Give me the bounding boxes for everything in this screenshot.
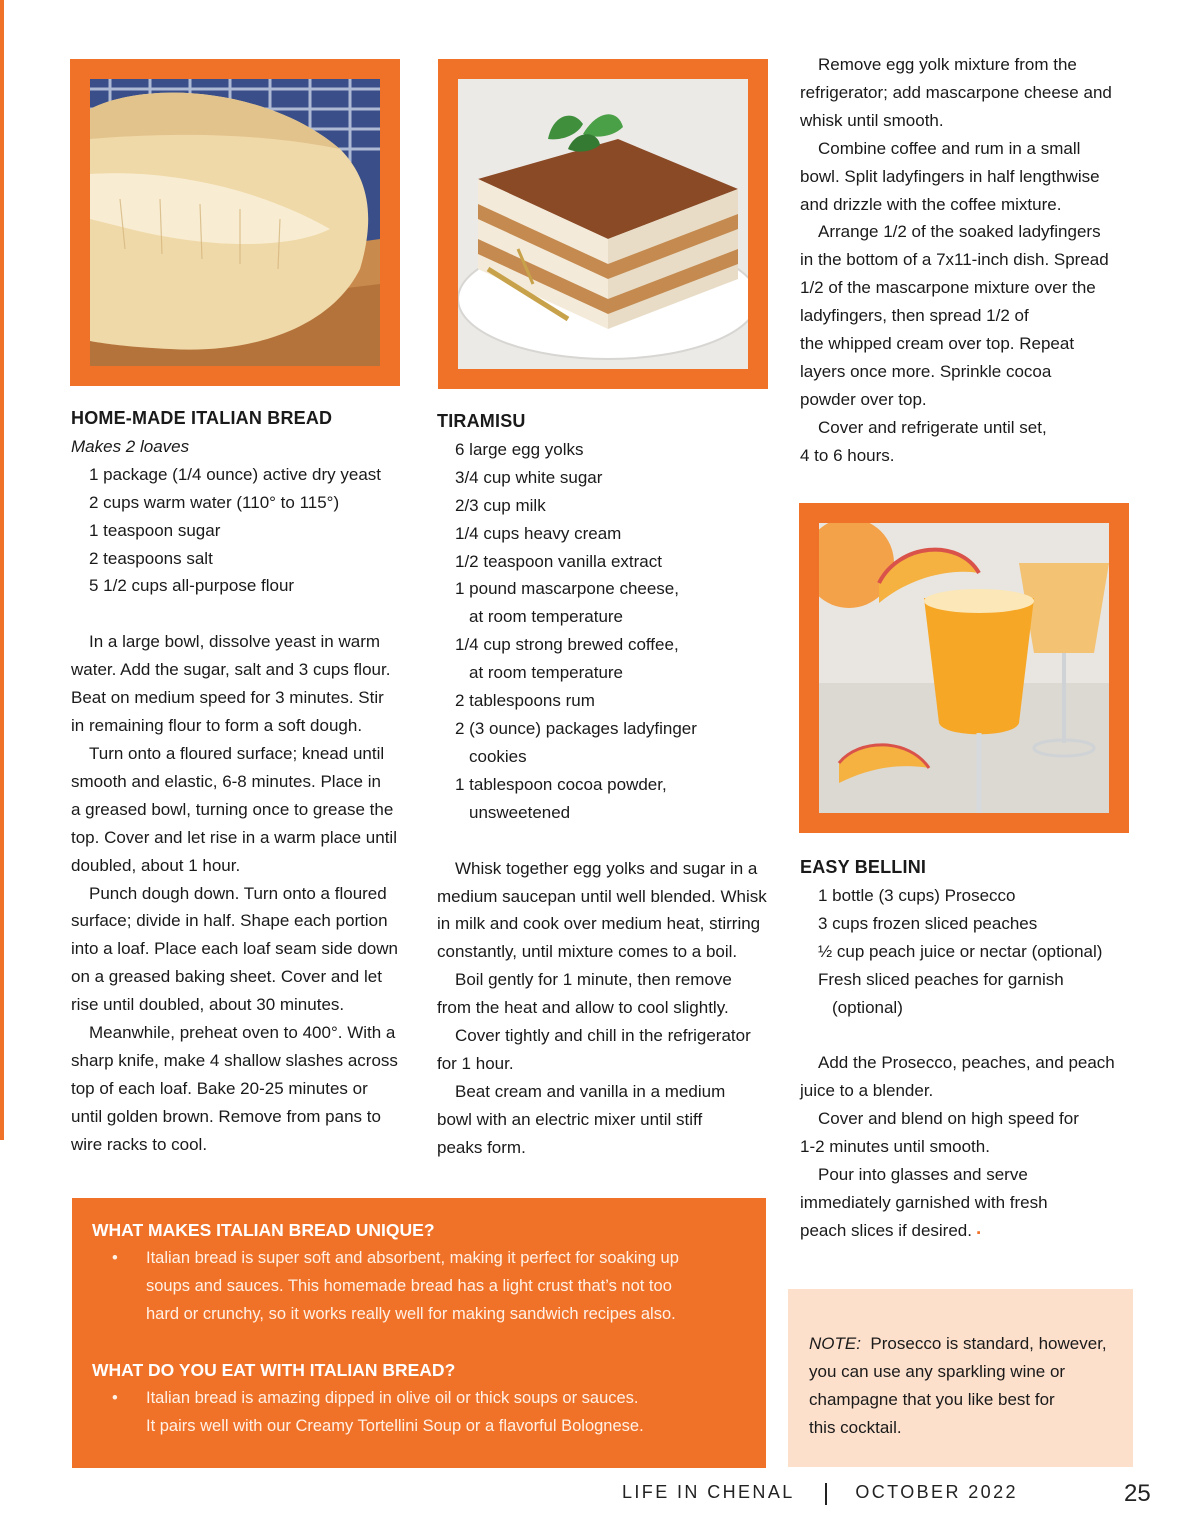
tiramisu-ingredient: 1 pound mascarpone cheese, xyxy=(455,579,679,599)
faq-answer-line: soups and sauces. This homemade bread has a light crust that’s not too xyxy=(146,1277,672,1295)
faq-answer-line: Italian bread is amazing dipped in olive oil or thick soups or sauces. xyxy=(146,1389,639,1407)
bellini-step-line: 1-2 minutes until smooth. xyxy=(800,1137,990,1157)
bread-step-line: top of each loaf. Bake 20-25 minutes or xyxy=(71,1078,368,1098)
bread-step-line: a greased bowl, turning once to grease the xyxy=(71,799,394,819)
faq-answer-line: hard or crunchy, so it works really well for making sandwich recipes also. xyxy=(146,1305,676,1323)
tiramisu-ingredient: 2/3 cup milk xyxy=(455,495,546,515)
tiramisu-continued xyxy=(800,51,1145,470)
bread-photo-frame xyxy=(70,59,400,386)
bread-step-line: top. Cover and let rise in a warm place until xyxy=(71,827,397,847)
bread-step-line: rise until doubled, about 30 minutes. xyxy=(71,995,345,1015)
bread-ingredient: 1 teaspoon sugar xyxy=(89,520,221,540)
tiramisu-step-line: medium saucepan until well blended. Whisk xyxy=(437,886,767,906)
italian-bread-photo xyxy=(90,79,380,366)
bread-step-line: until golden brown. Remove from pans to xyxy=(71,1106,381,1126)
bellini-ingredient-cont: (optional) xyxy=(832,997,903,1017)
footer-divider xyxy=(825,1483,827,1505)
tiramisu-step-line: 4 to 6 hours. xyxy=(800,445,895,465)
tiramisu-step-line: ladyfingers, then spread 1/2 of xyxy=(800,306,1029,326)
tiramisu-ingredient: 1 tablespoon cocoa powder, xyxy=(455,774,667,794)
tiramisu-step-line: Beat cream and vanilla in a medium xyxy=(455,1081,726,1101)
tiramisu-step-line: peaks form. xyxy=(437,1137,526,1157)
bread-step-line: surface; divide in half. Shape each portion xyxy=(71,911,388,931)
bellini-step-text: peach slices if desired. xyxy=(800,1220,972,1240)
bellini-step-line: Cover and blend on high speed for xyxy=(818,1109,1079,1129)
page-footer xyxy=(622,1482,1018,1503)
bread-ingredient: 2 teaspoons salt xyxy=(89,548,213,568)
italian-bread-faq-box xyxy=(72,1198,766,1468)
prosecco-note-box xyxy=(788,1289,1133,1467)
bread-step-line: sharp knife, make 4 shallow slashes across xyxy=(71,1050,398,1070)
tiramisu-ingredient: 3/4 cup white sugar xyxy=(455,467,603,487)
bread-step-line: on a greased baking sheet. Cover and let xyxy=(71,967,382,987)
bullet-icon: • xyxy=(112,1249,118,1267)
tiramisu-step-line: from the heat and allow to cool slightly. xyxy=(437,998,729,1018)
tiramisu-ingredient-cont: unsweetened xyxy=(469,802,571,822)
tiramisu-step-line: for 1 hour. xyxy=(437,1053,514,1073)
tiramisu-photo xyxy=(458,79,748,369)
bread-yield: Makes 2 loaves xyxy=(71,436,190,456)
tiramisu-step-line: whisk until smooth. xyxy=(800,110,944,130)
bellini-step-line: Add the Prosecco, peaches, and peach xyxy=(818,1053,1115,1073)
tiramisu-step-line: Boil gently for 1 minute, then remove xyxy=(455,970,732,990)
tiramisu-ingredient: 2 (3 ounce) packages ladyfinger xyxy=(455,718,697,738)
bellini-ingredient: Fresh sliced peaches for garnish xyxy=(818,969,1064,989)
tiramisu-step-line: Cover and refrigerate until set, xyxy=(818,417,1047,437)
bellini-ingredient: ½ cup peach juice or nectar (optional) xyxy=(818,941,1103,961)
tiramisu-ingredient-cont: at room temperature xyxy=(469,663,624,683)
tiramisu-step-line: and drizzle with the coffee mixture. xyxy=(800,194,1062,214)
note-label: NOTE: xyxy=(809,1334,861,1353)
note-line: champagne that you like best for xyxy=(809,1390,1055,1409)
faq-question-pairing: WHAT DO YOU EAT WITH ITALIAN BREAD? xyxy=(92,1360,456,1380)
tiramisu-ingredient: 1/4 cup strong brewed coffee, xyxy=(455,635,679,655)
tiramisu-step-line: in milk and cook over medium heat, stirring xyxy=(437,914,761,934)
bread-recipe xyxy=(71,405,421,1159)
bellini-step-line: Pour into glasses and serve xyxy=(818,1165,1028,1185)
tiramisu-recipe xyxy=(437,408,777,1162)
tiramisu-step-line: Remove egg yolk mixture from the xyxy=(818,55,1077,74)
tiramisu-ingredient-cont: cookies xyxy=(469,746,527,766)
issue-date: OCTOBER 2022 xyxy=(855,1482,1018,1502)
bellini-step-line: juice to a blender. xyxy=(800,1081,934,1101)
bread-step-line: water. Add the sugar, salt and 3 cups flour. xyxy=(71,660,391,680)
bellini-title: EASY BELLINI xyxy=(800,857,927,877)
tiramisu-step-line: Cover tightly and chill in the refrigerator xyxy=(455,1026,751,1046)
tiramisu-ingredient: 1/2 teaspoon vanilla extract xyxy=(455,551,662,571)
bullet-icon: • xyxy=(112,1389,118,1407)
bellini-photo xyxy=(819,523,1109,813)
bread-ingredient: 2 cups warm water (110° to 115°) xyxy=(89,492,340,512)
bellini-step-line xyxy=(800,1217,1145,1248)
tiramisu-step-line: bowl. Split ladyfingers in half lengthwise xyxy=(800,166,1100,186)
bellini-ingredient: 3 cups frozen sliced peaches xyxy=(818,913,1038,933)
bellini-recipe xyxy=(800,854,1145,1248)
tiramisu-step-line: Combine coffee and rum in a small xyxy=(818,138,1081,158)
tiramisu-step-line: bowl with an electric mixer until stiff xyxy=(437,1109,703,1129)
tiramisu-title: TIRAMISU xyxy=(437,411,526,431)
bellini-photo-frame xyxy=(799,503,1129,833)
note-line: you can use any sparkling wine or xyxy=(809,1362,1066,1381)
faq-question-unique: WHAT MAKES ITALIAN BREAD UNIQUE? xyxy=(92,1220,435,1240)
tiramisu-photo-frame xyxy=(438,59,768,389)
tiramisu-step-line: Whisk together egg yolks and sugar in a xyxy=(455,858,758,878)
tiramisu-step-line: the whipped cream over top. Repeat xyxy=(800,334,1075,354)
tiramisu-step-line: constantly, until mixture comes to a boil. xyxy=(437,942,738,962)
end-mark-icon: ▪ xyxy=(976,1226,981,1239)
tiramisu-step-line: 1/2 of the mascarpone mixture over the xyxy=(800,278,1096,298)
note-line: this cocktail. xyxy=(809,1418,902,1437)
bread-step-line: in remaining flour to form a soft dough. xyxy=(71,716,363,736)
tiramisu-ingredient: 2 tablespoons rum xyxy=(455,691,595,711)
bellini-ingredient: 1 bottle (3 cups) Prosecco xyxy=(818,885,1016,905)
bread-step-line: Meanwhile, preheat oven to 400°. With a xyxy=(89,1023,396,1043)
bellini-step-line: immediately garnished with fresh xyxy=(800,1192,1048,1212)
bread-step-line: In a large bowl, dissolve yeast in warm xyxy=(89,632,381,652)
faq-answer-line: Italian bread is super soft and absorbent, making it perfect for soaking up xyxy=(146,1249,679,1267)
publication-name: LIFE IN CHENAL xyxy=(622,1482,794,1502)
tiramisu-step-line: Arrange 1/2 of the soaked ladyfingers xyxy=(818,222,1101,242)
bread-step-line: wire racks to cool. xyxy=(71,1134,208,1154)
bread-step-line: Turn onto a floured surface; knead until xyxy=(89,743,385,763)
faq-answer-line: It pairs well with our Creamy Tortellini Soup or a flavorful Bolognese. xyxy=(146,1417,644,1435)
bread-ingredient: 1 package (1/4 ounce) active dry yeast xyxy=(89,464,381,484)
page-number: 25 xyxy=(1124,1480,1151,1507)
tiramisu-step-line: layers once more. Sprinkle cocoa xyxy=(800,361,1052,381)
bread-step-line: into a loaf. Place each loaf seam side down xyxy=(71,939,398,959)
tiramisu-ingredient: 1/4 cups heavy cream xyxy=(455,523,622,543)
tiramisu-ingredient-cont: at room temperature xyxy=(469,607,624,627)
tiramisu-step-line: in the bottom of a 7x11-inch dish. Spread xyxy=(800,250,1109,270)
tiramisu-ingredient: 6 large egg yolks xyxy=(455,439,584,459)
note-line: Prosecco is standard, however, xyxy=(870,1334,1107,1353)
tiramisu-step-line: refrigerator; add mascarpone cheese and xyxy=(800,82,1112,102)
bread-ingredient: 5 1/2 cups all-purpose flour xyxy=(89,576,295,596)
page-edge-accent xyxy=(0,0,4,1140)
bread-title: HOME-MADE ITALIAN BREAD xyxy=(71,408,333,428)
bread-step-line: doubled, about 1 hour. xyxy=(71,855,241,875)
bread-step-line: smooth and elastic, 6-8 minutes. Place in xyxy=(71,771,381,791)
bread-step-line: Beat on medium speed for 3 minutes. Stir xyxy=(71,688,384,708)
bread-step-line: Punch dough down. Turn onto a floured xyxy=(89,883,387,903)
tiramisu-step-line: powder over top. xyxy=(800,389,927,409)
